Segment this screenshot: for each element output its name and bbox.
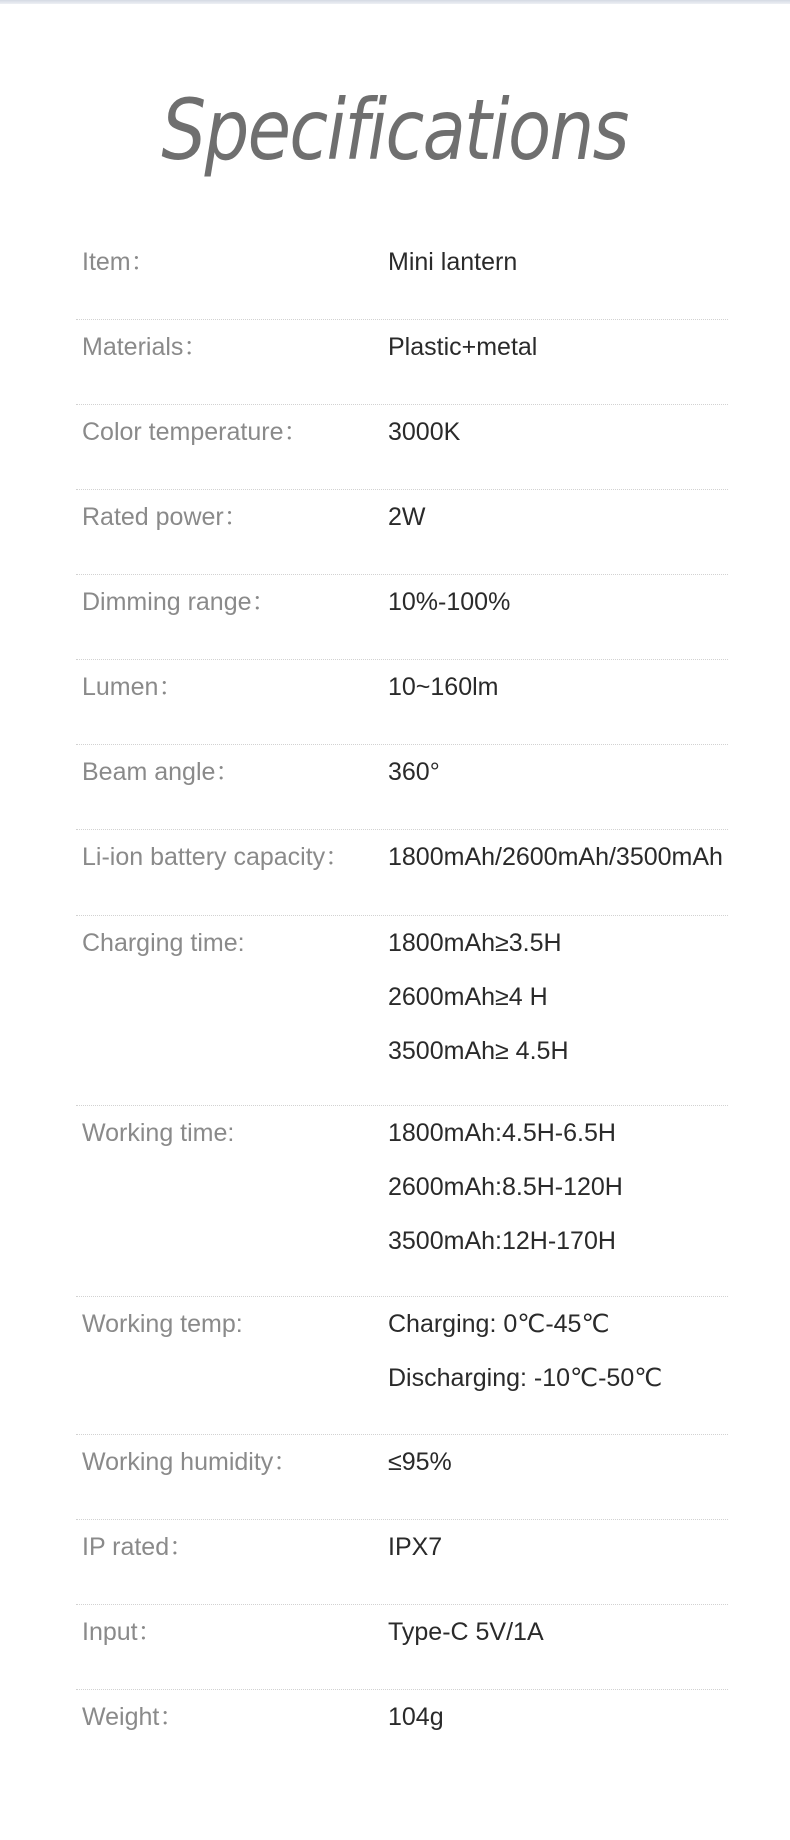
spec-row <box>76 319 728 405</box>
spec-row <box>76 1296 728 1435</box>
spec-row <box>76 1689 728 1774</box>
spec-label: Input： <box>82 1618 163 1646</box>
spec-value: 2600mAh≥4 H <box>388 983 548 1011</box>
spec-value: 1800mAh≥3.5H <box>388 929 562 957</box>
spec-label: Color temperature： <box>82 418 309 446</box>
spec-value: Plastic+metal <box>388 333 538 361</box>
spec-row <box>76 829 728 916</box>
spec-value: 3000K <box>388 418 461 446</box>
spec-row <box>76 1519 728 1605</box>
spec-row <box>76 915 728 1106</box>
spec-label: Li-ion battery capacity： <box>82 843 351 871</box>
spec-row <box>76 744 728 830</box>
page-title: Specifications <box>161 81 628 179</box>
spec-value: 3500mAh:12H-170H <box>388 1227 616 1255</box>
spec-value: 360° <box>388 758 440 786</box>
spec-label: Beam angle： <box>82 758 241 786</box>
spec-value: ≤95% <box>388 1448 452 1476</box>
spec-value: 2W <box>388 503 426 531</box>
spec-row <box>76 1105 728 1297</box>
spec-label: Item： <box>82 248 156 276</box>
spec-row <box>76 659 728 745</box>
spec-value: IPX7 <box>388 1533 443 1561</box>
spec-value: Discharging: -10℃-50℃ <box>388 1364 663 1392</box>
spec-row <box>76 489 728 575</box>
spec-label: Working time: <box>82 1119 235 1147</box>
spec-label: IP rated： <box>82 1533 195 1561</box>
spec-row <box>76 1434 728 1520</box>
spec-value: 3500mAh≥ 4.5H <box>388 1037 569 1065</box>
spec-value: 1800mAh:4.5H-6.5H <box>388 1119 616 1147</box>
spec-label: Rated power： <box>82 503 249 531</box>
spec-label: Dimming range： <box>82 588 277 616</box>
spec-row <box>76 574 728 660</box>
top-strip <box>0 0 790 4</box>
spec-row <box>76 1604 728 1690</box>
spec-value: 10~160lm <box>388 673 499 701</box>
spec-value: 2600mAh:8.5H-120H <box>388 1173 623 1201</box>
spec-label: Materials： <box>82 333 209 361</box>
spec-value: Type-C 5V/1A <box>388 1618 544 1646</box>
spec-value: 104g <box>388 1703 444 1731</box>
spec-value: Charging: 0℃-45℃ <box>388 1310 610 1338</box>
spec-label: Charging time: <box>82 929 245 957</box>
spec-label: Working temp: <box>82 1310 243 1338</box>
spec-value: 10%-100% <box>388 588 511 616</box>
spec-row <box>76 404 728 490</box>
spec-label: Weight： <box>82 1703 185 1731</box>
spec-value: 1800mAh/2600mAh/3500mAh <box>388 843 723 871</box>
spec-row <box>76 234 728 320</box>
spec-label: Working humidity： <box>82 1448 299 1476</box>
spec-label: Lumen： <box>82 673 184 701</box>
spec-value: Mini lantern <box>388 248 518 276</box>
